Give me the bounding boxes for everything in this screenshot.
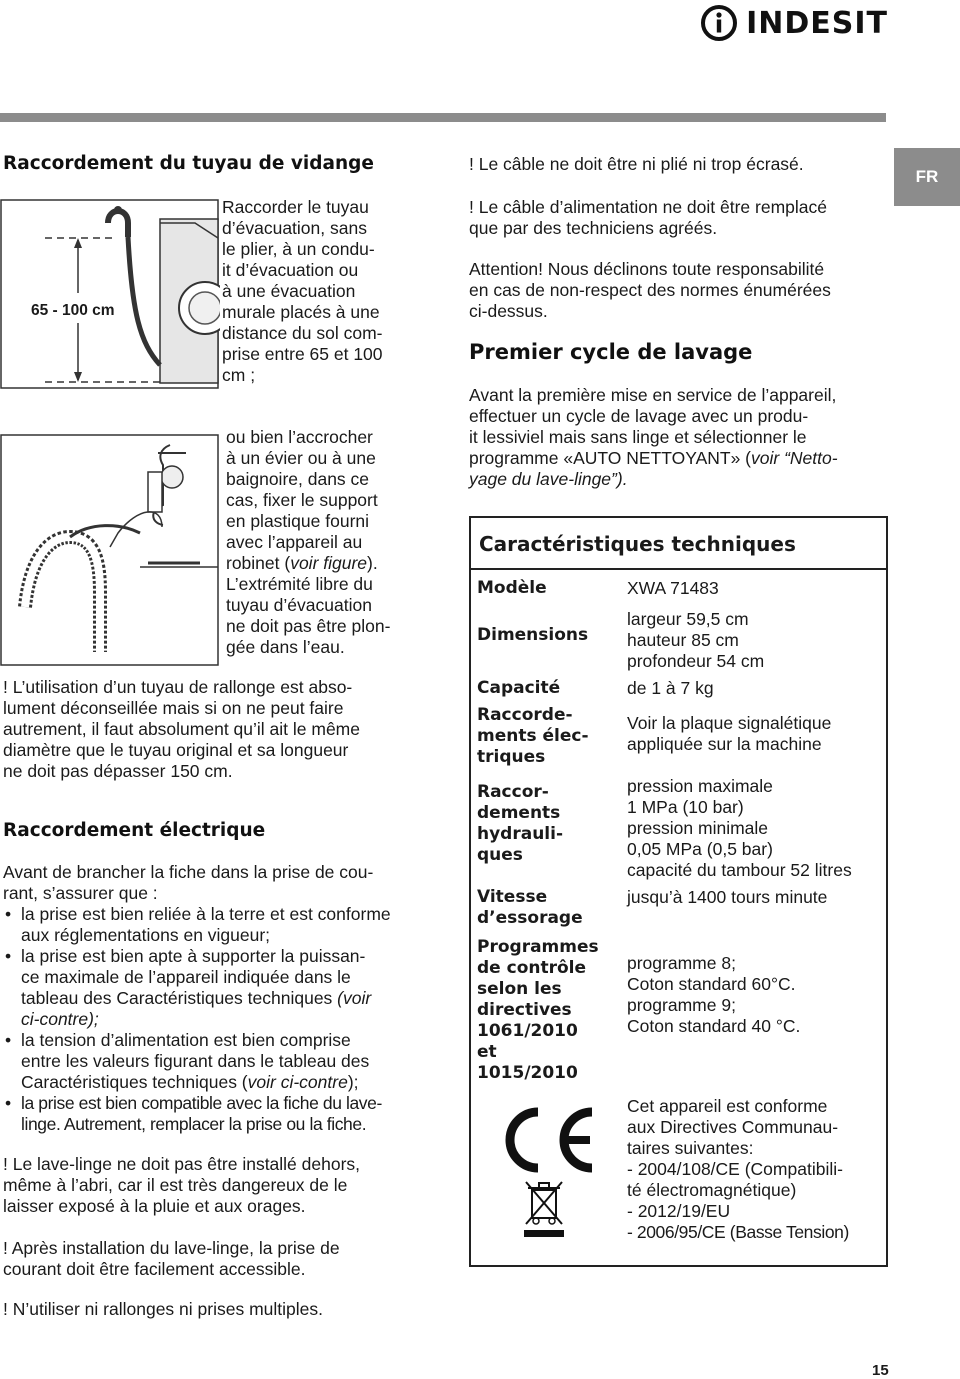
table-row [470, 672, 887, 699]
checklist-item: • la prise est bien reliée à la terre et est conforme aux réglementations en vigueur; [3, 904, 418, 946]
voir-figure-text: voir figure [290, 553, 368, 573]
drain-text-line: Raccorder le tuyau [222, 197, 369, 217]
warning-line: courant doit être facilement accessible. [3, 1259, 306, 1279]
table-row [470, 569, 887, 603]
drain-text-line: ne doit pas être plon- [226, 616, 391, 636]
robinet-text: robinet ( [226, 553, 291, 573]
spec-value: programme 8; Coton standard 60°C. programme 9; Coton standard 40 °C. [627, 953, 801, 1036]
drain-text-line [226, 553, 426, 574]
drain-text-line: murale placés à une [222, 302, 380, 322]
warning-line: diamètre que le tuyau original et sa longueur [3, 740, 349, 760]
ce-compliance-text: Cet appareil est conforme aux Directives Communau- taires suivantes: - 2004/108/CE (Compatibili- té électromagnétique) - 2012/19/EU - 2006/95/CE (Basse Tension) [627, 1096, 849, 1242]
spec-value: pression maximale 1 MPa (10 bar) pression minimale 0,05 MPa (0,5 bar) capacité du tambour 52 litres [627, 776, 852, 880]
attention-note: Attention! Nous déclinons toute responsabilité en cas de non-respect des normes énumérées ci-dessus. [469, 259, 831, 321]
warning-line: ! N’utiliser ni rallonges ni prises multiples. [3, 1299, 323, 1319]
height-dimension-label: 65 - 100 cm [29, 298, 117, 323]
drain-text-line: le plier, à un condu- [222, 239, 375, 259]
first-cycle-title: Premier cycle de lavage [469, 340, 753, 364]
first-cycle-text: Avant la première mise en service de l’appareil, effectuer un cycle de lavage avec un produ- it lessiviel mais sans linge et sélectionner le programme «AUTO NETTOYANT» (voir “Netto- yage du lave-linge”). [469, 385, 838, 489]
spec-value: jusqu’à 1400 tours minute [627, 887, 828, 907]
drain-text-line: cas, fixer le support [226, 490, 378, 510]
spec-label: Raccor- dements hydrauli- ques [477, 782, 564, 865]
indesit-logo-icon [700, 4, 738, 42]
ce-marks-cell [470, 1084, 621, 1266]
drain-text-line: avec l’appareil au [226, 532, 363, 552]
warning-line: ! Le lave-linge ne doit pas être installé dehors, [3, 1154, 361, 1174]
electrical-checklist [3, 904, 418, 1135]
spec-value: XWA 71483 [627, 578, 719, 598]
drain-section-title: Raccordement du tuyau de vidange [3, 153, 374, 174]
drain-text-line: it d’évacuation ou [222, 260, 359, 280]
warning-line: laisser exposé à la pluie et aux orages. [3, 1196, 306, 1216]
table-row [470, 768, 887, 881]
spec-label: Programmes de contrôle selon les directives 1061/2010 et 1015/2010 [477, 937, 599, 1083]
table-row [470, 603, 887, 672]
table-row [470, 929, 887, 1084]
access-warning [3, 1238, 418, 1280]
spec-value: largeur 59,5 cm hauteur 85 cm profondeur 54 cm [627, 609, 765, 671]
spec-value: de 1 à 7 kg [627, 678, 714, 698]
specs-title: Caractéristiques techniques [470, 517, 887, 569]
brand-name: INDESIT [746, 5, 888, 41]
electrical-section-title: Raccordement électrique [3, 820, 266, 841]
warning-line: même à l’abri, car il est très dangereux de le [3, 1175, 348, 1195]
extension-warning [3, 677, 418, 782]
outdoor-warning [3, 1154, 418, 1217]
spec-label: Modèle [477, 578, 547, 598]
drain-text-line: L’extrémité libre du [226, 574, 373, 594]
ce-mark-icon [486, 1098, 606, 1248]
drain-text-line: baignoire, dans ce [226, 469, 370, 489]
page-number: 15 [872, 1362, 889, 1379]
checklist-item: • la prise est bien compatible avec la fiche du lave- linge. Autrement, remplacer la prise ou la fiche. [3, 1093, 418, 1135]
warning-line: ne doit pas dépasser 150 cm. [3, 761, 233, 781]
table-row [470, 1084, 887, 1266]
spec-label: Capacité [477, 678, 561, 698]
warning-line: ! L’utilisation d’un tuyau de rallonge est abso- [3, 677, 353, 697]
intro-line: rant, s’assurer que : [3, 883, 158, 903]
checklist-item: • la tension d’alimentation est bien comprise entre les valeurs figurant dans le tableau des Caractéristiques techniques (voir ci-contre); [3, 1030, 418, 1093]
warning-line: ! Après installation du lave-linge, la prise de [3, 1238, 340, 1258]
robinet-close-text: ). [367, 553, 378, 573]
spec-label: Vitesse d’essorage [477, 887, 583, 928]
brand-logo [700, 4, 888, 42]
sink-hook-figure [0, 427, 224, 667]
language-tab: FR [894, 148, 960, 206]
warning-line: autrement, il faut absolument qu’il ait le même [3, 719, 360, 739]
header-rule [0, 113, 886, 122]
spec-label: Dimensions [477, 625, 589, 645]
spec-label: Raccorde- ments élec- triques [477, 705, 589, 767]
cable-replace-warning: ! Le câble d’alimentation ne doit être remplacé que par des techniciens agréés. [469, 197, 827, 238]
drain-text-wall [222, 197, 422, 386]
drain-text-line: d’évacuation, sans [222, 218, 367, 238]
drain-text-line: à un évier ou à une [226, 448, 376, 468]
warning-line: lument déconseillée mais si on ne peut faire [3, 698, 344, 718]
wall-drain-figure [0, 193, 220, 389]
drain-text-line: cm ; [222, 365, 256, 385]
drain-text-line: prise entre 65 et 100 [222, 344, 383, 364]
drain-text-line: gée dans l’eau. [226, 637, 345, 657]
drain-text-line: distance du sol com- [222, 323, 383, 343]
drain-text-line: ou bien l’accrocher [226, 427, 373, 447]
drain-text-sink [226, 427, 426, 658]
checklist-item: • la prise est bien apte à supporter la puissan- ce maximale de l’appareil indiquée dans le tableau des Caractéristiques techniques (voir ci-contre); [3, 946, 418, 1030]
drain-text-line: à une évacuation [222, 281, 356, 301]
table-row [470, 881, 887, 929]
spec-value: Voir la plaque signalétique appliquée sur la machine [627, 713, 832, 754]
drain-text-line: en plastique fourni [226, 511, 370, 531]
intro-line: Avant de brancher la fiche dans la prise de cou- [3, 862, 374, 882]
cable-warning: ! Le câble ne doit être ni plié ni trop écrasé. [469, 154, 804, 174]
multi-socket-warning [3, 1299, 418, 1320]
table-row [470, 699, 887, 768]
technical-specs-table [469, 516, 888, 1267]
weee-bin-icon [524, 1182, 564, 1237]
electrical-intro [3, 862, 418, 904]
drain-text-line: tuyau d’évacuation [226, 595, 372, 615]
